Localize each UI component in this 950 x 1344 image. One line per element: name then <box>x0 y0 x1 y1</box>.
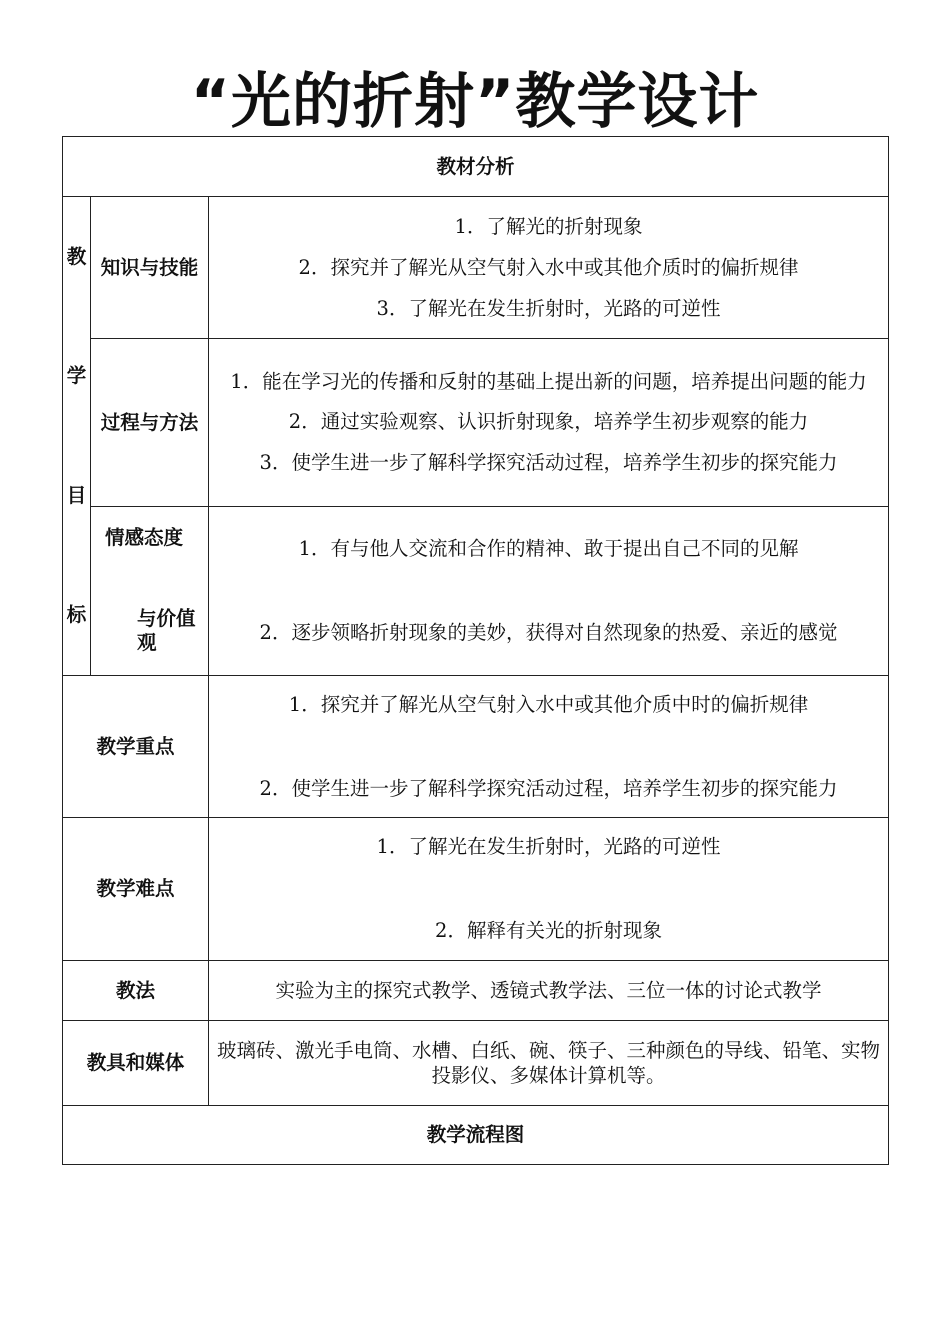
knowledge-item-3: 3．了解光在发生折射时，光路的可逆性 <box>376 296 721 320</box>
objectives-char-3: 目 <box>66 483 87 507</box>
objectives-char-1: 教 <box>66 244 87 268</box>
emotion-label <box>91 507 209 676</box>
knowledge-item-1: 1．了解光的折射现象 <box>454 214 643 238</box>
difficult-points-row <box>63 818 889 961</box>
key-point-item-2: 2．使学生进一步了解科学探究活动过程，培养学生初步的探究能力 <box>259 776 838 800</box>
section-header: 教材分析 <box>63 137 889 197</box>
process-item-2: 2．通过实验观察、认识折射现象，培养学生初步观察的能力 <box>288 410 809 433</box>
objectives-group-label <box>63 197 91 676</box>
difficult-points-label: 教学难点 <box>63 818 209 961</box>
emotion-label-line2: 与价值观 <box>137 607 196 654</box>
objectives-char-2: 学 <box>66 364 87 388</box>
media-row <box>63 1021 889 1106</box>
emotion-item-1: 1．有与他人交流和合作的精神、敢于提出自己不同的见解 <box>298 537 799 560</box>
difficult-points-content <box>209 818 889 961</box>
objective-row-process <box>63 339 889 507</box>
flowchart-header: 教学流程图 <box>63 1106 889 1165</box>
emotion-content <box>209 507 889 676</box>
lesson-plan-table <box>62 136 889 1165</box>
section-header-row <box>63 137 889 197</box>
flowchart-header-row <box>63 1106 889 1165</box>
methods-content: 实验为主的探究式教学、透镜式教学法、三位一体的讨论式教学 <box>209 961 889 1021</box>
methods-label: 教法 <box>63 961 209 1021</box>
media-content: 玻璃砖、激光手电筒、水槽、白纸、碗、筷子、三种颜色的导线、铅笔、实物投影仪、多媒体计算机等。 <box>209 1021 889 1106</box>
emotion-label-line1: 情感态度 <box>105 526 184 549</box>
key-points-row <box>63 676 889 818</box>
process-content <box>209 339 889 507</box>
difficult-point-item-1: 1．了解光在发生折射时，光路的可逆性 <box>376 835 721 858</box>
objective-row-emotion <box>63 507 889 676</box>
document-title: “光的折射”教学设计 <box>190 67 760 137</box>
key-points-label: 教学重点 <box>63 676 209 818</box>
emotion-item-2: 2．逐步领略折射现象的美妙，获得对自然现象的热爱、亲近的感觉 <box>259 621 838 644</box>
objectives-char-4: 标 <box>66 603 87 627</box>
process-label: 过程与方法 <box>91 339 209 507</box>
knowledge-label: 知识与技能 <box>91 197 209 339</box>
difficult-point-item-2: 2．解释有关光的折射现象 <box>435 919 662 942</box>
media-label: 教具和媒体 <box>63 1021 209 1106</box>
knowledge-content <box>209 197 889 339</box>
key-points-content <box>209 676 889 818</box>
methods-row <box>63 961 889 1021</box>
objective-row-knowledge <box>63 197 889 339</box>
knowledge-item-2: 2．探究并了解光从空气射入水中或其他介质时的偏折规律 <box>298 255 799 279</box>
process-item-3: 3．使学生进一步了解科学探究活动过程，培养学生初步的探究能力 <box>259 451 838 474</box>
process-item-1: 1．能在学习光的传播和反射的基础上提出新的问题，培养提出问题的能力 <box>230 370 867 393</box>
key-point-item-1: 1．探究并了解光从空气射入水中或其他介质中时的偏折规律 <box>288 692 809 716</box>
